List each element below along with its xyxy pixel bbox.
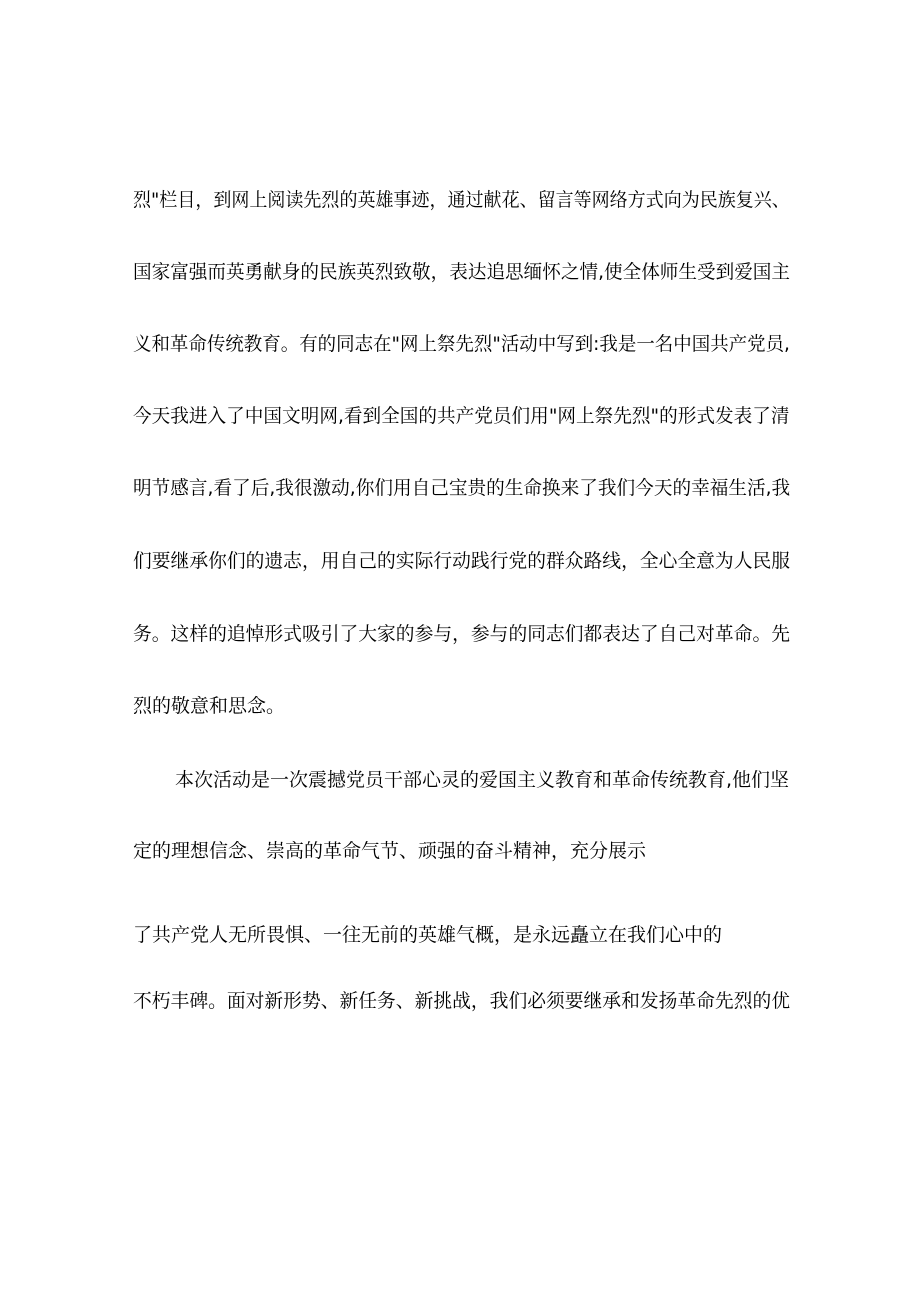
text-line: 国家富强而英勇献身的民族英烈致敬，表达追思缅怀之情,使全体师生受到爱国主 [133, 261, 791, 283]
text-line: 不朽丰碑。面对新形势、新任务、新挑战，我们必须要继承和发扬革命先烈的优 [133, 990, 791, 1012]
text-line: 定的理想信念、崇高的革命气节、顽强的奋斗精神，充分展示 [133, 840, 647, 862]
paragraph-start-line: 本次活动是一次震撼党员干部心灵的爱国主义教育和革命传统教育,他们坚 [175, 769, 790, 791]
text-line: 了共产党人无所畏惧、一往无前的英雄气概，是永远矗立在我们心中的 [133, 924, 723, 946]
text-line: 义和革命传统教育。有的同志在"网上祭先烈"活动中写到:我是一名中国共产党员, [133, 333, 790, 355]
text-line: 明节感言,看了后,我很激动,你们用自己宝贵的生命换来了我们今天的幸福生活,我 [133, 477, 791, 499]
text-line: 务。这样的追悼形式吸引了大家的参与，参与的同志们都表达了自己对革命。先 [133, 623, 791, 645]
text-line: 烈的敬意和思念。 [133, 695, 286, 717]
text-line: 们要继承你们的遗志，用自己的实际行动践行党的群众路线，全心全意为人民服 [133, 550, 791, 572]
text-line: 烈"栏目，到网上阅读先烈的英雄事迹，通过献花、留言等网络方式向为民族复兴、 [133, 189, 790, 211]
text-line: 今天我进入了中国文明网,看到全国的共产党员们用"网上祭先烈"的形式发表了清 [133, 405, 790, 427]
